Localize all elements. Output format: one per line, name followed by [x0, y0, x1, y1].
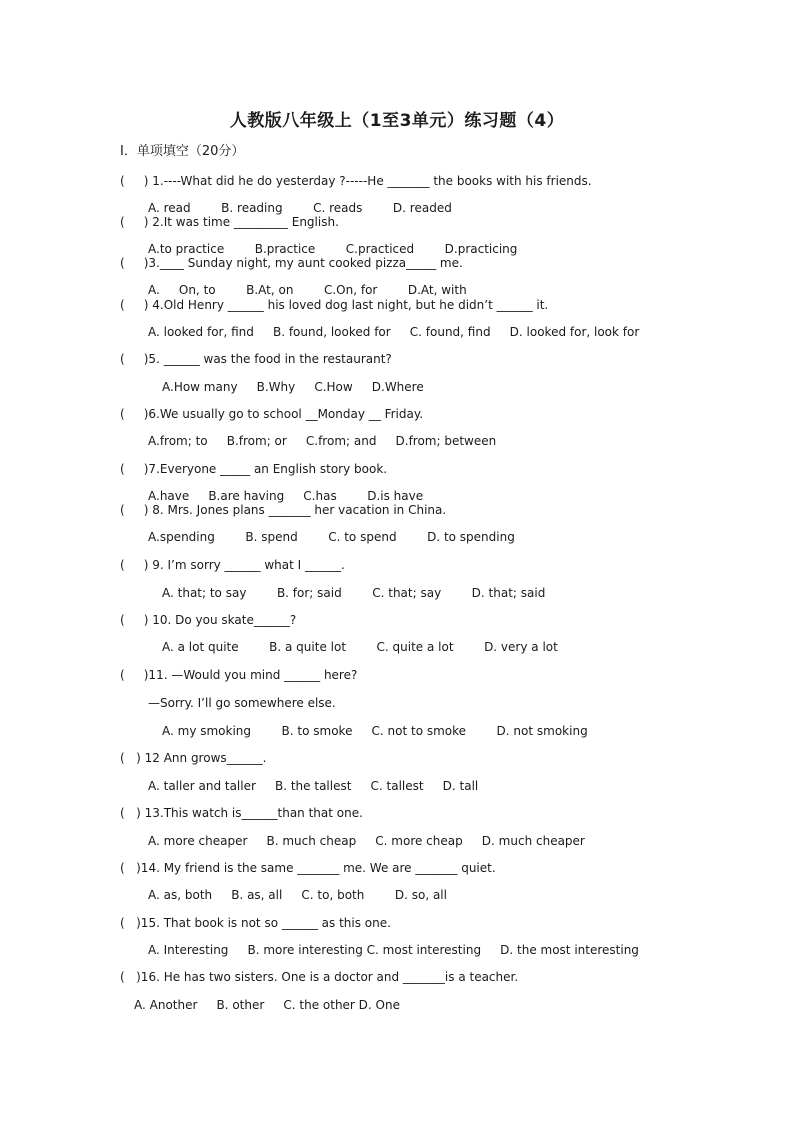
question-9: ( ) 9. I’m sorry ______ what I ______. — [120, 558, 345, 572]
answer-line-11: —Sorry. I’ll go somewhere else. — [148, 696, 336, 710]
question-1: ( ) 1.----What did he do yesterday ?-----He _______ the books with his friends. — [120, 174, 592, 188]
options-14: A. as, both B. as, all C. to, both D. so, all — [148, 888, 447, 902]
question-8: ( ) 8. Mrs. Jones plans _______ her vacation in China. — [120, 503, 447, 517]
options-16: A. Another B. other C. the other D. One — [134, 998, 400, 1012]
options-7: A.have B.are having C.has D.is have — [148, 489, 424, 503]
options-2: A.to practice B.practice C.practiced D.practicing — [148, 242, 518, 256]
question-13: ( ) 13.This watch is______than that one. — [120, 806, 363, 820]
options-12: A. taller and taller B. the tallest C. tallest D. tall — [148, 779, 479, 793]
question-3: ( )3.____ Sunday night, my aunt cooked pizza_____ me. — [120, 256, 463, 270]
question-12: ( ) 12 Ann grows______. — [120, 751, 267, 765]
options-6: A.from; to B.from; or C.from; and D.from; between — [148, 434, 497, 448]
options-1: A. read B. reading C. reads D. readed — [148, 201, 452, 215]
question-7: ( )7.Everyone _____ an English story book. — [120, 462, 388, 476]
question-10: ( ) 10. Do you skate______? — [120, 613, 297, 627]
question-16: ( )16. He has two sisters. One is a doctor and _______is a teacher. — [120, 970, 519, 984]
options-5: A.How many B.Why C.How D.Where — [162, 380, 424, 394]
question-15: ( )15. That book is not so ______ as this one. — [120, 916, 391, 930]
question-11: ( )11. —Would you mind ______ here? — [120, 668, 358, 682]
options-11: A. my smoking B. to smoke C. not to smoke D. not smoking — [162, 724, 588, 738]
question-14: ( )14. My friend is the same _______ me. We are _______ quiet. — [120, 861, 496, 875]
worksheet-title: 人教版八年级上（1至3单元）练习题（4） — [229, 111, 565, 131]
options-9: A. that; to say B. for; said C. that; say D. that; said — [162, 586, 546, 600]
options-15: A. Interesting B. more interesting C. most interesting D. the most interesting — [148, 943, 639, 957]
options-4: A. looked for, find B. found, looked for C. found, find D. looked for, look for — [148, 325, 640, 339]
question-2: ( ) 2.It was time _________ English. — [120, 215, 339, 229]
options-10: A. a lot quite B. a quite lot C. quite a lot D. very a lot — [162, 640, 558, 654]
question-6: ( )6.We usually go to school __Monday __ Friday. — [120, 407, 424, 421]
options-8: A.spending B. spend C. to spend D. to spending — [148, 530, 515, 544]
question-4: ( ) 4.Old Henry ______ his loved dog last night, but he didn’t ______ it. — [120, 298, 549, 312]
options-13: A. more cheaper B. much cheap C. more cheap D. much cheaper — [148, 834, 585, 848]
section-heading: I．单项填空（20分） — [120, 144, 245, 159]
question-5: ( )5. ______ was the food in the restaurant? — [120, 352, 392, 366]
options-3: A. On, to B.At, on C.On, for D.At, with — [148, 283, 467, 297]
